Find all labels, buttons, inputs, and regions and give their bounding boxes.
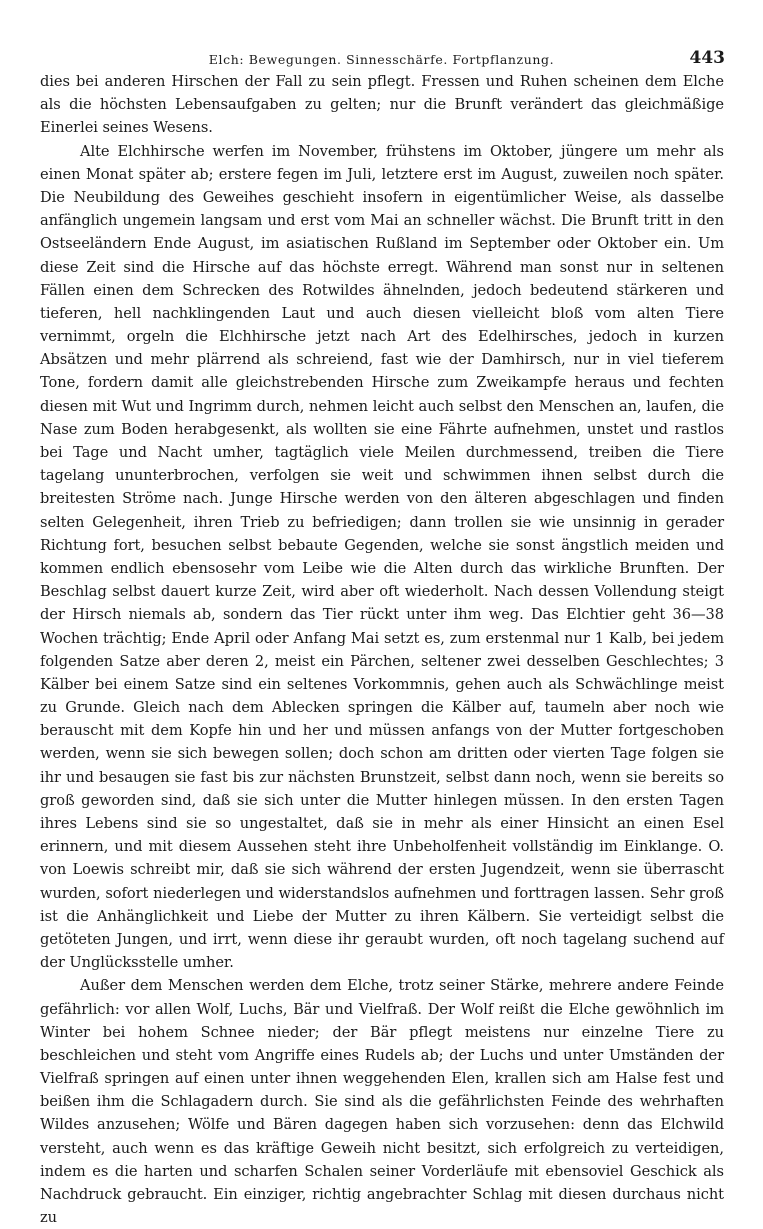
paragraph-antler-rut-calving: Alte Elchhirsche werfen im November, frühstens im Oktober, jüngere um mehr als einen Monat später ab; erstere fegen im Juli, letztere erst im August, zuweilen noch später. Die Neubildung des Geweihes geschieht insofern in eigentümlicher Weise, als dasselbe anfänglich ungemein langsam und erst vom Mai an schneller wächst. Die Brunft tritt in den Ostseeländern Ende August, im asiatischen Rußland im September oder Oktober ein. Um diese Zeit sind die Hirsche auf das höchste erregt. Während man sonst nur in seltenen Fällen einen dem Schrecken des Rotwildes ähnelnden, jedoch bedeutend stärkeren und tieferen, hell nachklingenden Laut und auch diesen vielleicht bloß vom alten Tiere vernimmt, orgeln die Elchhirsche jetzt nach Art des Edelhirsches, jedoch in kurzen Absätzen und mehr plärrend als schreiend, fast wie der Damhirsch, nur in viel tieferem Tone, fordern damit alle gleichstrebenden Hirsche zum Zweikampfe heraus und fechten diesen mit Wut und Ingrimm durch, nehmen leicht auch selbst den Menschen an, laufen, die Nase zum Boden herabgesenkt, als wollten sie eine Fährte aufnehmen, unstet und rastlos bei Tage und Nacht umher, tagtäglich viele Meilen durchmessend, treiben die Tiere tagelang ununterbrochen, verfolgen sie weit und schwimmen ihnen selbst durch die breitesten Ströme nach. Junge Hirsche werden von den älteren abgeschlagen und finden selten Gelegenheit, ihren Trieb zu befriedigen; dann trollen sie wie unsinnig in gerader Richtung fort, besuchen selbst bebaute Gegenden, welche sie sonst ängstlich meiden und kommen endlich ebensosehr vom Leibe wie die Alten durch das wirkliche Brunften. Der Beschlag selbst dauert kurze Zeit, wird aber oft wiederholt. Nach dessen Vollendung steigt der Hirsch niemals ab, sondern das Tier rückt unter ihm weg. Das Elchtier geht 36—38 Wochen trächtig; Ende April oder Anfang Mai setzt es, zum erstenmal nur 1 Kalb, bei jedem folgenden Satze aber deren 2, meist ein Pärchen, seltener zwei desselben Geschlechtes; 3 Kälber bei einem Satze sind ein seltenes Vorkommnis, gehen auch als Schwächlinge meist zu Grunde. Gleich nach dem Ablecken springen die Kälber auf, taumeln aber noch wie berauscht mit dem Kopfe hin und her und müssen anfangs von der Mutter fortgeschoben werden, wenn sie sich bewegen sollen; doch schon am dritten oder vierten Tage folgen sie ihr und besaugen sie fast bis zur nächsten Brunstzeit, selbst dann noch, wenn sie bereits so groß geworden sind, daß sie sich unter die Mutter hinlegen müssen. In den ersten Tagen ihres Lebens sind sie so ungestaltet, daß sie in mehr als einer Hinsicht an einen Esel erinnern, und mit diesem Aussehen steht ihre Unbeholfenheit vollständig im Einklange. O. von Loewis schreibt mir, daß sie sich während der ersten Jugendzeit, wenn sie überrascht wurden, sofort niederlegen und widerstandslos aufnehmen und forttragen lassen. Sehr groß ist die Anhänglichkeit und Liebe der Mutter zu ihren Kälbern. Sie verteidigt selbst die getöteten Jungen, und irrt, wenn diese ihr geraubt wurden, oft noch tagelang suchend auf der Unglücksstelle umher. <box>40 142 724 972</box>
running-title: Elch: Bewegungen. Sinnesschärfe. Fortpflanzung. <box>208 52 555 67</box>
paragraph-continued: dies bei anderen Hirschen der Fall zu sein pflegt. Fressen und Ruhen scheinen dem Elche als die höchsten Lebensaufgaben zu gelten; nur die Brunft verändert das gleichmäßige Einerlei seines Wesens. <box>40 73 724 137</box>
page-number: 443 <box>689 48 725 68</box>
paragraph-enemies: Außer dem Menschen werden dem Elche, trotz seiner Stärke, mehrere andere Feinde gefährlich: vor allen Wolf, Luchs, Bär und Vielfraß. Der Wolf reißt die Elche gewöhnlich im Winter bei hohem Schnee nieder; der Bär pflegt meistens nur einzelne Tiere zu beschleichen und steht vom Angriffe eines Rudels ab; der Luchs und unter Umständen der Vielfraß springen auf einen unter ihnen weggehenden Elen, krallen sich am Halse fest und beißen ihm die Schlagadern durch. Sie sind als die gefährlichsten Feinde des wehrhaften Wildes anzusehen; Wölfe und Bären dagegen haben sich vorzusehen: denn das Elchwild versteht, auch wenn es das kräftige Geweih nicht besitzt, sich erfolgreich zu verteidigen, indem es die harten und scharfen Schalen seiner Vorderläufe mit ebensoviel Geschick als Nachdruck gebraucht. Ein einziger, richtig angebrachter Schlag mit diesen durchaus nicht zu <box>40 977 724 1227</box>
body-text <box>40 70 724 1229</box>
